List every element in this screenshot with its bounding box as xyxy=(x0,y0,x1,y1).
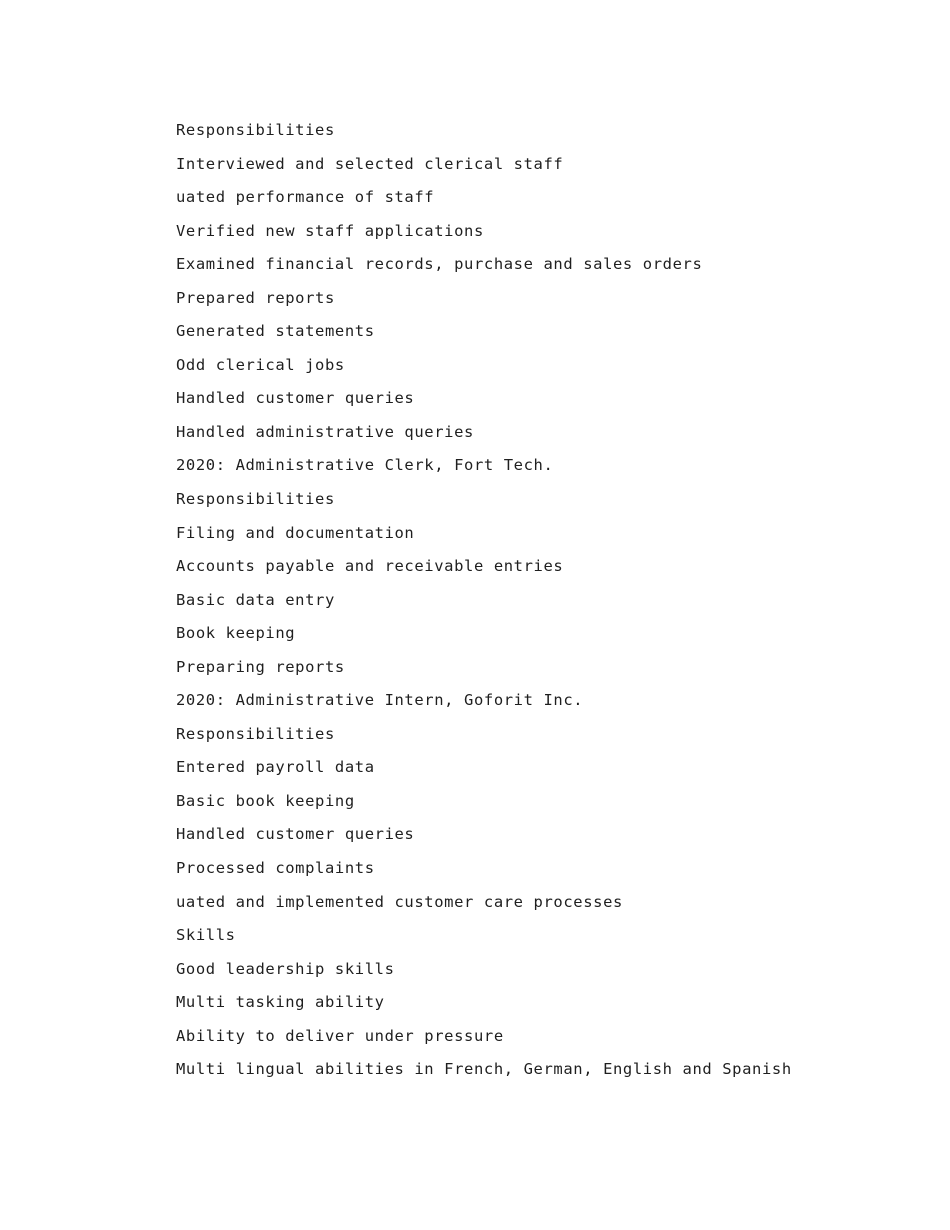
text-line: Generated statements xyxy=(176,322,375,341)
job-title-line: 2020: Administrative Clerk, Fort Tech. xyxy=(176,456,554,475)
text-line: Entered payroll data xyxy=(176,758,375,777)
job-title-line: 2020: Administrative Intern, Goforit Inc. xyxy=(176,691,584,710)
document-text xyxy=(176,118,792,1091)
text-line: Multi lingual abilities in French, German, English and Spanish xyxy=(176,1060,792,1079)
text-line: Examined financial records, purchase and sales orders xyxy=(176,255,703,274)
text-line: Verified new staff applications xyxy=(176,221,484,240)
text-line: Preparing reports xyxy=(176,657,345,676)
text-line: Handled customer queries xyxy=(176,825,415,844)
heading-responsibilities: Responsibilities xyxy=(176,724,335,743)
text-line: Good leadership skills xyxy=(176,959,395,978)
text-line: Filing and documentation xyxy=(176,523,415,542)
text-line: Odd clerical jobs xyxy=(176,355,345,374)
text-line: uated and implemented customer care processes xyxy=(176,892,623,911)
heading-responsibilities: Responsibilities xyxy=(176,121,335,139)
heading-skills: Skills xyxy=(176,926,236,945)
text-line: Accounts payable and receivable entries xyxy=(176,557,564,576)
text-line: uated performance of staff xyxy=(176,188,435,207)
text-line: Basic data entry xyxy=(176,590,335,609)
text-line: Book keeping xyxy=(176,624,296,643)
text-line: Interviewed and selected clerical staff xyxy=(176,154,564,173)
text-line: Processed complaints xyxy=(176,859,375,878)
text-line: Basic book keeping xyxy=(176,791,355,810)
text-line: Handled customer queries xyxy=(176,389,415,408)
text-line: Prepared reports xyxy=(176,288,335,307)
text-line: Multi tasking ability xyxy=(176,993,385,1012)
heading-responsibilities: Responsibilities xyxy=(176,490,335,509)
text-line: Ability to deliver under pressure xyxy=(176,1026,504,1045)
text-line: Handled administrative queries xyxy=(176,422,474,441)
